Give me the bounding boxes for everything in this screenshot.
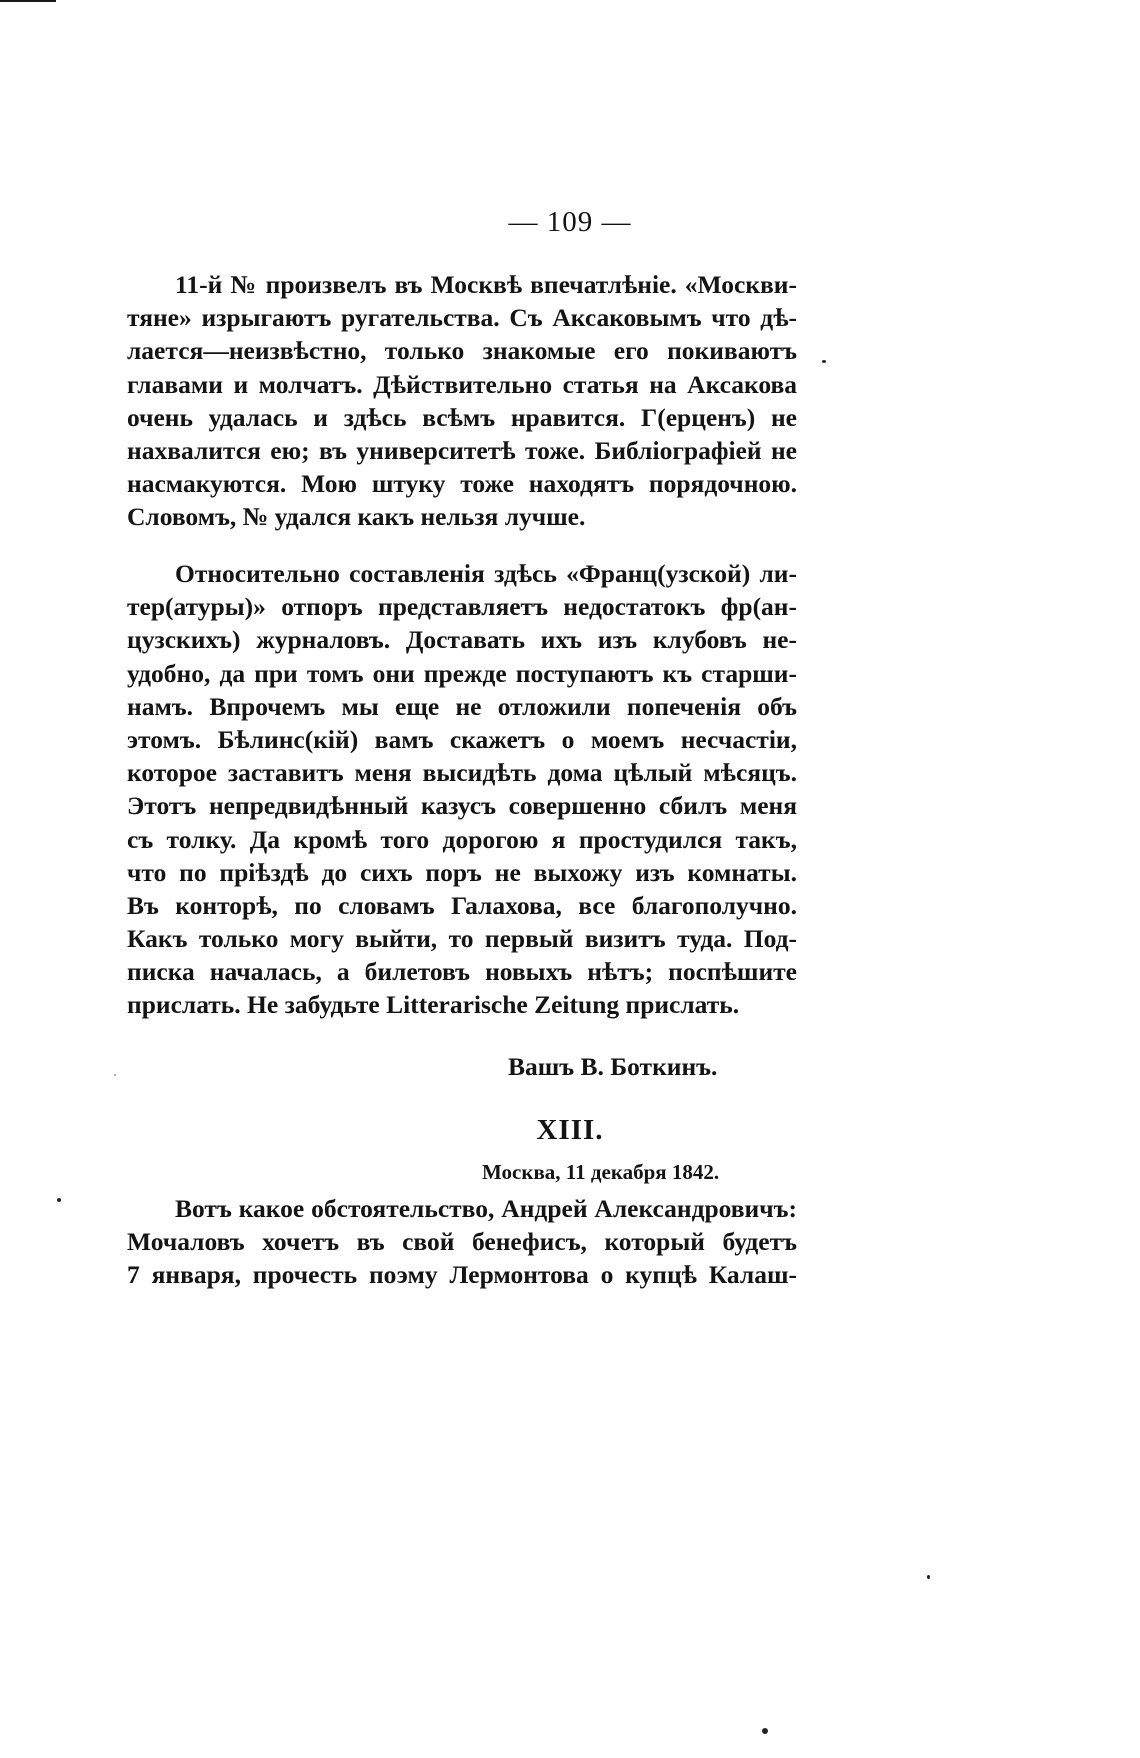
text-line: прислать. Не забудьте Litterarische Zeitung прислать. — [127, 990, 740, 1020]
text-line: цузскихъ) журналовъ. Доставать ихъ изъ клубовъ не- — [127, 625, 797, 655]
text-line: Относительно составленія здѣсь «Франц(узской) ли- — [175, 559, 797, 588]
text-line: которое заставитъ меня высидѣть дома цѣлый мѣсяцъ. — [127, 758, 797, 788]
page-number: — 109 — — [508, 206, 632, 238]
text-line: Этотъ непредвидѣнный казусъ совершенно сбилъ меня — [127, 791, 797, 821]
text-line: лается—неизвѣстно, только знакомые его покиваютъ — [127, 336, 797, 366]
text-line: насмакуются. Мою штуку тоже находятъ порядочною. — [127, 469, 797, 499]
text-line: Какъ только могу выйти, то первый визитъ туда. Под- — [127, 924, 797, 954]
scan-speck — [762, 1728, 768, 1734]
letter-xii-paragraph-2 — [127, 557, 797, 1022]
text-line: тер(атуры)» отпоръ представляетъ недостатокъ фр(ан- — [127, 592, 797, 622]
text-line: этомъ. Бѣлинс(кій) вамъ скажетъ о моемъ несчастіи, — [127, 724, 797, 754]
letter-signature: Вашъ В. Боткинъ. — [508, 1052, 718, 1081]
text-line: 7 января, прочесть поэму Лермонтова о купцѣ Калаш- — [127, 1260, 797, 1290]
text-line: главами и молчатъ. Дѣйствительно статья на Аксакова — [127, 369, 797, 399]
text-line: нахвалится ею; въ университетѣ тоже. Библіографіей не — [127, 435, 797, 465]
scan-speck — [927, 1575, 930, 1579]
text-line: Въ конторѣ, по словамъ Галахова, все благополучно. — [127, 890, 797, 920]
letter-heading: XIII. — [536, 1114, 604, 1146]
text-line: удобно, да при томъ они прежде поступаютъ къ старши- — [127, 658, 797, 688]
letter-xiii-paragraph-1 — [127, 1192, 797, 1292]
text-line: писка началась, а билетовъ новыхъ нѣтъ; поспѣшите — [127, 957, 797, 987]
text-line: 11-й № произвелъ въ Москвѣ впечатлѣніе. «Москви- — [175, 270, 797, 299]
scan-speck — [57, 1198, 61, 1202]
letter-xii-paragraph-1 — [127, 268, 797, 534]
letter-dateline: Москва, 11 декабря 1842. — [482, 1160, 720, 1184]
text-line: Словомъ, № удался какъ нельзя лучше. — [127, 502, 586, 532]
text-line: Мочаловъ хочетъ въ свой бенефисъ, который будетъ — [127, 1227, 797, 1257]
text-line: Вотъ какое обстоятельство, Андрей Александровичъ: — [175, 1194, 797, 1223]
text-line: съ толку. Да кромѣ того дорогою я простудился такъ, — [127, 824, 797, 854]
text-line: что по пріѣздѣ до сихъ поръ не выхожу изъ комнаты. — [127, 857, 797, 887]
text-line: очень удалась и здѣсь всѣмъ нравится. Г(ерценъ) не — [127, 402, 797, 432]
scan-speck — [114, 1074, 116, 1076]
scan-speck — [822, 360, 826, 363]
text-line: намъ. Впрочемъ мы еще не отложили попеченія объ — [127, 691, 797, 721]
text-line: тяне» изрыгаютъ ругательства. Съ Аксаковымъ что дѣ- — [127, 303, 797, 333]
